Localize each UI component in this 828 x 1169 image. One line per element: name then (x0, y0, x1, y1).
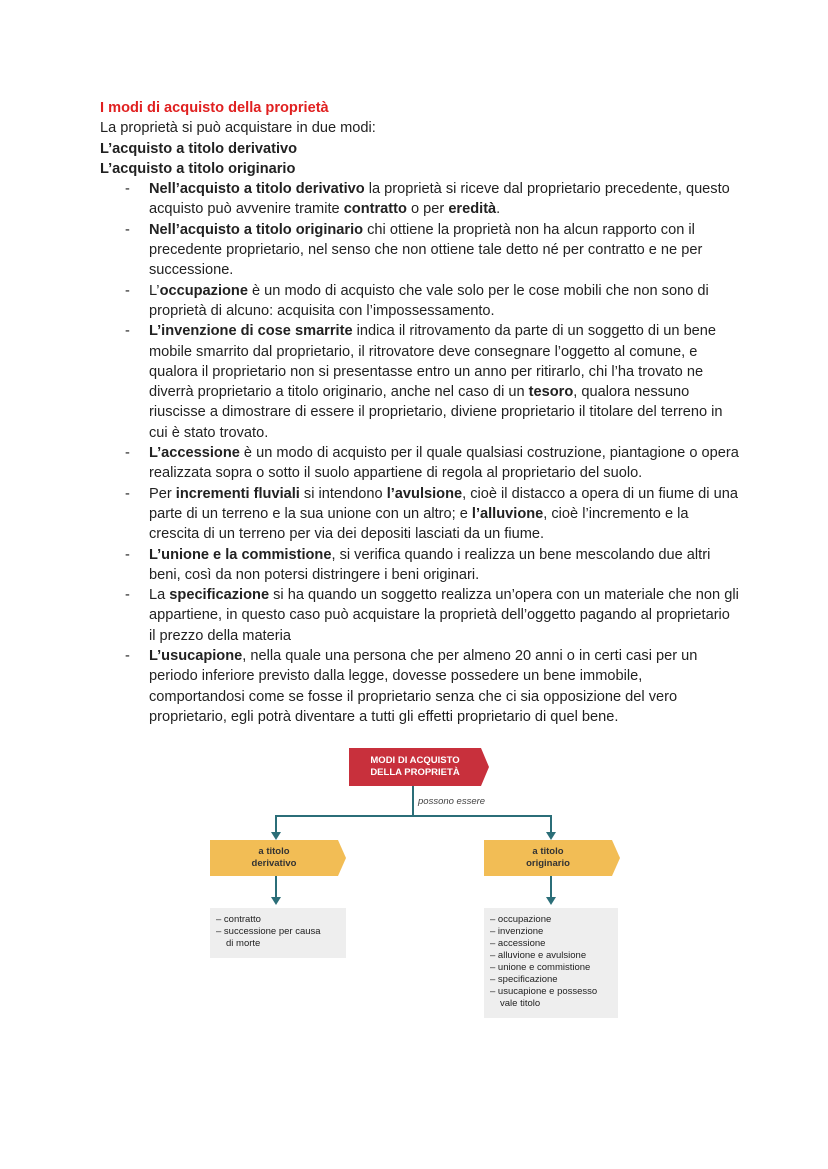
bold-term: Nell’acquisto a titolo originario (149, 221, 364, 238)
document-body (100, 98, 740, 727)
item-text: , cioè l’incremento e la crescita di un terreno per via dei depositi lasciati da un fiume. (149, 505, 689, 543)
list-item (100, 585, 740, 646)
list-item (100, 545, 740, 586)
bold-term: Nell’acquisto a titolo derivativo (149, 181, 365, 198)
diagram-root-box (349, 748, 481, 786)
list-item: – alluvione e avulsione (490, 950, 587, 961)
arrow-down-icon (271, 832, 281, 840)
arrow-down-icon (271, 897, 281, 905)
bold-term: L’unione e la commistione (149, 546, 332, 563)
bold-term: l’alluvione (471, 505, 544, 522)
list-item: – unione e commistione (490, 962, 591, 973)
list-item (100, 443, 740, 484)
list-item: – usucapione e possesso (490, 986, 598, 997)
item-text: . (496, 201, 501, 218)
list-item: di morte (226, 938, 261, 949)
box-label-line1: a titolo (258, 846, 290, 857)
item-text: è un modo di acquisto per il quale qualsiasi costruzione, piantagione o opera realizzata sopra o sotto il suolo appartiene di regola al proprietario del suolo. (149, 445, 739, 482)
item-text: , nella quale una persona che per almeno 20 anni o in certi casi per un periodo inferiore previsto dalla legge, dovesse possedere un bene immobile, comportandosi come se fosse il proprietario senza che ci sia opposizione del vero proprietario, egli potrà diventare a tutti gli effetti proprietario di quel bene. (149, 648, 698, 725)
bold-term: L’accessione (149, 445, 240, 462)
list-originario (484, 908, 618, 1018)
box-originario (484, 840, 612, 876)
box-derivativo (210, 840, 338, 876)
box-tail (612, 840, 620, 876)
list-item (100, 281, 740, 322)
mode-derivativo: L’acquisto a titolo derivativo (100, 140, 298, 157)
connector-line-right-lower (550, 876, 552, 898)
list-item: vale titolo (500, 998, 541, 1009)
item-text: la proprietà si riceve dal proprietario precedente, questo acquisto può avvenire tramite (149, 181, 730, 218)
arrow-down-icon (546, 832, 556, 840)
bold-term: specificazione (169, 587, 270, 604)
list-item: – invenzione (490, 926, 544, 937)
bold-term: L’usucapione (149, 648, 243, 665)
connector-line-horizontal (275, 815, 552, 817)
root-box-tail (481, 748, 489, 786)
item-text: , qualora nessuno riuscisse a dimostrare di essere il proprietario, diviene proprietario il titolare del terreno in cui è stato trovato. (149, 384, 723, 441)
box-label-line1: a titolo (532, 846, 564, 857)
box-label-line2: derivativo (251, 858, 297, 869)
bold-term: eredità (448, 201, 497, 218)
bold-term: incrementi fluviali (175, 485, 300, 502)
bold-term: tesoro (528, 384, 574, 401)
list-item (100, 646, 740, 727)
mode-originario: L’acquisto a titolo originario (100, 160, 296, 177)
connector-line-right (550, 815, 552, 833)
item-text: si intendono (299, 485, 387, 502)
item-text: indica il ritrovamento da parte di un soggetto di un bene mobile smarrito dal proprietario, il ritrovatore deve consegnare l’oggetto al comune, e qualora il proprietario non si presentasse entro un anno per ritirarlo, chi l’ha trovato ne diverrà proprietario a titolo originario, anche nel caso di un (149, 323, 717, 401)
item-text: è un modo di acquisto che vale solo per le cose mobili che non sono di proprietà di alcuno: acquisita con l’impossessamento. (149, 282, 709, 319)
item-text: , si verifica quando i realizza un bene mescolando due altri beni, così da non potersi distringere i beni originari. (149, 546, 711, 583)
intro-text: La proprietà si può acquistare in due modi: (100, 120, 376, 137)
item-text: , cioè il distacco a opera di un fiume di una parte di un terreno e la sua unione con un altro; e (149, 485, 738, 522)
list-item (100, 220, 740, 281)
bold-term: L’invenzione di cose smarrite (149, 323, 353, 340)
item-text: La (149, 587, 170, 604)
bullet-list (100, 179, 740, 727)
list-derivativo (210, 908, 346, 958)
item-text: chi ottiene la proprietà non ha alcun rapporto con il precedente proprietario, nel senso che non ottiene tale detto né per contratto e ne per successione. (149, 221, 703, 279)
connector-line-left (275, 815, 277, 833)
bold-term: contratto (343, 201, 407, 218)
list-item (100, 484, 740, 545)
root-label-line2: DELLA PROPRIETÀ (370, 767, 460, 778)
list-item (100, 321, 740, 443)
box-tail (338, 840, 346, 876)
list-item: – accessione (490, 938, 546, 949)
list-item: – specificazione (490, 974, 558, 985)
list-item: – contratto (216, 914, 261, 925)
list-item: – successione per causa (216, 926, 321, 937)
connector-line-vertical (412, 786, 414, 816)
item-text: si ha quando un soggetto realizza un’opera con un materiale che non gli appartiene, in questo caso può acquistare la proprietà dell’oggetto pagando al proprietario il prezzo della materia (149, 587, 739, 644)
item-text: Per (149, 485, 176, 502)
list-item: – occupazione (490, 914, 552, 925)
item-text: L’ (149, 282, 160, 299)
bold-term: occupazione (159, 282, 248, 299)
concept-diagram (205, 748, 625, 1023)
page-title: I modi di acquisto della proprietà (100, 100, 329, 116)
item-text: o per (406, 201, 449, 218)
root-label-line1: MODI DI ACQUISTO (370, 755, 460, 766)
bold-term: l’avulsione (386, 485, 463, 502)
list-item (100, 179, 740, 220)
connector-line-left-lower (275, 876, 277, 898)
connector-label: possono essere (418, 796, 486, 807)
arrow-down-icon (546, 897, 556, 905)
box-label-line2: originario (526, 858, 570, 869)
